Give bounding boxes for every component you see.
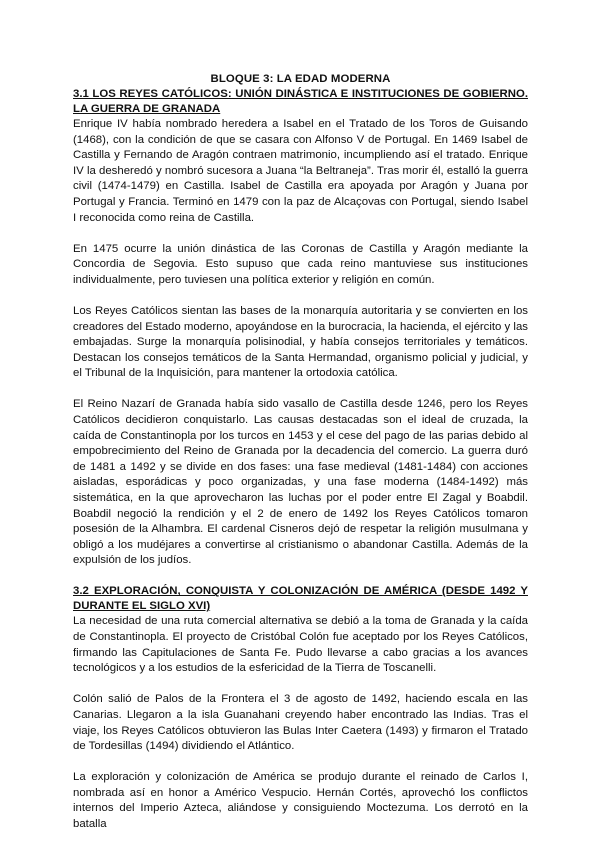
- paragraph: Colón salió de Palos de la Frontera el 3 de agosto de 1492, haciendo escala en las Canarias. Llegaron a la isla Guanahani creyendo haber encontrado las Indias. Tras el viaje, los Reyes Católicos obtuvieron las Bulas Inter Caetera (1493) y firmaron el Tratado de Tordesillas (1494) dividiendo el Atlántico.: [73, 693, 528, 753]
- document-page: [73, 72, 528, 833]
- section-reyes-catolicos: [73, 87, 528, 569]
- paragraph: Los Reyes Católicos sientan las bases de la monarquía autoritaria y se convierten en los creadores del Estado moderno, apoyándose en la burocracia, la hacienda, el ejército y las embajadas. Surge la monarquía polisinodial, y había consejos territoriales y temáticos. Destacan los consejos temáticos de la Santa Hermandad, organismo policial y judicial, y el Tribunal de la Inquisición, para mantener la ortodoxia católica.: [73, 304, 528, 380]
- paragraph: Enrique IV había nombrado heredera a Isabel en el Tratado de los Toros de Guisando (1468), con la condición de que se casara con Alfonso V de Portugal. En 1469 Isabel de Castilla y Fernando de Aragón contraen matrimonio, incumpliendo así el tratado. Enrique IV la desheredó y nombró sucesora a Juana “la Beltraneja”. Tras morir él, estalló la guerra civil (1474-1479) en Castilla. Isabel de Castilla era apoyada por Aragón y Juana por Portugal y Francia. Terminó en 1479 con la paz de Alcaçovas con Portugal, siendo Isabel I reconocida como reina de Castilla.: [73, 118, 528, 224]
- section-heading: 3.2 EXPLORACIÓN, CONQUISTA Y COLONIZACIÓN DE AMÉRICA (DESDE 1492 Y DURANTE EL SIGLO XVI): [73, 585, 528, 613]
- section-heading: 3.1 LOS REYES CATÓLICOS: UNIÓN DINÁSTICA E INSTITUCIONES DE GOBIERNO. LA GUERRA DE GRANADA: [73, 88, 528, 115]
- section-america: [73, 584, 528, 832]
- document-title: BLOQUE 3: LA EDAD MODERNA: [210, 73, 391, 85]
- paragraph: El Reino Nazarí de Granada había sido vasallo de Castilla desde 1246, pero los Reyes Católicos decidieron conquistarlo. Las causas destacadas son el ideal de cruzada, la caída de Constantinopla por los turcos en 1453 y el cese del pago de las parias debido al empobrecimiento del Reino de Granada por la decadencia del comercio. La guerra duró de 1481 a 1492 y se divide en dos fases: una fase medieval (1481-1484) con acciones aisladas, esporádicas y poco organizadas, y una fase moderna (1484-1492) más sistemática, en la que aprovecharon las luchas por el poder entre El Zagal y Boabdil. Boabdil negoció la rendición y el 2 de enero de 1492 los Reyes Católicos tomaron posesión de la Alhambra. El cardenal Cisneros dejó de respetar la religión musulmana y obligó a los mudéjares a convertirse al cristianismo o abandonar Castilla. Además de la expulsión de los judíos.: [73, 398, 528, 567]
- paragraph: La exploración y colonización de América se produjo durante el reinado de Carlos I, nombrada así en honor a Américo Vespucio. Hernán Cortés, aprovechó los conflictos internos del Imperio Azteca, aliándose y consiguiendo Moctezuma. Los derrotó en la batalla: [73, 771, 528, 830]
- paragraph: La necesidad de una ruta comercial alternativa se debió a la toma de Granada y la caída de Constantinopla. El proyecto de Cristóbal Colón fue aceptado por los Reyes Católicos, firmando las Capitulaciones de Santa Fe. Pudo llevarse a cabo gracias a los avances tecnológicos y a los estudios de la esfericidad de la Tierra de Toscanelli.: [73, 615, 528, 675]
- paragraph: En 1475 ocurre la unión dinástica de las Coronas de Castilla y Aragón mediante la Concordia de Segovia. Esto supuso que cada reino mantuviese sus instituciones individualmente, pero tuviesen una política exterior y religión en común.: [73, 242, 528, 286]
